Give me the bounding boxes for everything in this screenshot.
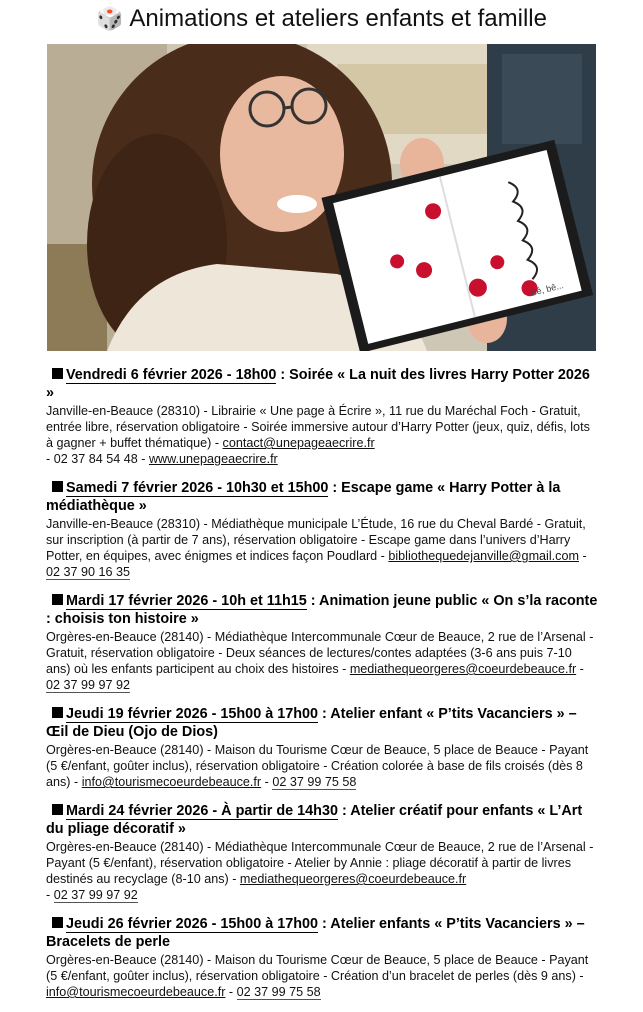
separator: - [261,775,273,789]
event-item [46,705,598,790]
event-phone: 02 37 84 54 48 [53,452,138,466]
square-bullet-icon [52,368,63,379]
event-phone: 02 37 99 97 92 [53,888,138,902]
event-title: : Atelier créatif pour enfants « L’Art du pliage décoratif » [46,803,583,837]
square-bullet-icon [52,707,63,718]
separator: - [576,662,584,676]
event-details: Orgères-en-Beauce (28140) - Maison du Tourisme Cœur de Beauce, 5 place de Beauce - Payant (5 €/enfant, goûter inclus), réservation obligatoire - Création colorée à base de fils croisés (dès 8 ans) - [46,743,589,789]
event-email-link[interactable]: info@tourismecoeurdebeauce.fr [46,985,226,999]
event-item [46,366,598,467]
page-title-text: Animations et ateliers enfants et famille [129,5,547,32]
separator: - [46,452,54,466]
event-details: Orgères-en-Beauce (28140) - Maison du Tourisme Cœur de Beauce, 5 place de Beauce - Payant (5 €/enfant, goûter inclus), réservation obligatoire - Création d’un bracelet de perles (dès 9 ans) - [46,953,589,983]
square-bullet-icon [52,594,63,605]
event-date: Mardi 17 février 2026 - 10h et 11h15 [66,593,307,609]
separator: - [46,888,54,902]
event-description [46,839,598,903]
event-list [46,366,598,1012]
separator: - [578,549,587,563]
event-description [46,742,598,790]
event-email-link[interactable]: mediathequeorgeres@coeurdebeauce.fr [349,662,577,676]
square-bullet-icon [52,917,63,928]
separator: - [137,452,149,466]
event-email-link[interactable]: contact@unepageaecrire.fr [222,436,375,450]
event-title: : Soirée « La nuit des livres Harry Potter 2026 » [46,367,590,401]
event-date: Vendredi 6 février 2026 - 18h00 [66,367,277,383]
event-heading [46,802,598,838]
event-details: Orgères-en-Beauce (28140) - Médiathèque Intercommunale Cœur de Beauce, 2 rue de l’Arsenal - Gratuit, réservation obligatoire - Deux séances de lectures/contes adaptées (3-6 ans puis 7-10 ans) où les enfants participent au choix des histoires - [46,630,594,676]
separator: - [225,985,237,999]
event-item [46,592,598,693]
event-details: Orgères-en-Beauce (28140) - Médiathèque Intercommunale Cœur de Beauce, 2 rue de l’Arsenal - Payant (5 €/enfant), réservation obligatoire - Atelier by Annie : pliage décoratif à partir de livres destinés au recyclage (8-10 ans) - [46,840,594,886]
event-description [46,516,598,580]
event-email-link[interactable]: mediathequeorgeres@coeurdebeauce.fr [239,872,467,886]
event-phone: 02 37 99 75 58 [236,985,321,999]
event-email-link[interactable]: info@tourismecoeurdebeauce.fr [81,775,262,789]
event-heading [46,705,598,741]
event-heading [46,915,598,951]
book-text: Bê, bê... [529,280,565,298]
event-details: Janville-en-Beauce (28310) - Médiathèque municipale L’Étude, 16 rue du Cheval Bardé - Gratuit, sur inscription (à partir de 7 ans), réservation obligatoire - Escape game dans l’univers d’Harry Potter, en équipes, avec énigmes et indices façon Poudlard - [46,517,586,563]
event-description [46,403,598,467]
event-date: Jeudi 26 février 2026 - 15h00 à 17h00 [66,916,318,932]
event-phone: 02 37 90 16 35 [46,565,131,579]
event-date: Jeudi 19 février 2026 - 15h00 à 17h00 [66,706,318,722]
event-heading [46,592,598,628]
square-bullet-icon [52,481,63,492]
event-description [46,629,598,693]
event-item [46,479,598,580]
event-heading [46,479,598,515]
event-title: : Escape game « Harry Potter à la médiathèque » [46,480,561,514]
event-item [46,802,598,903]
event-title: : Atelier enfants « P’tits Vacanciers » – Bracelets de perle [46,916,585,950]
event-email-link[interactable]: bibliothequedejanville@gmail.com [388,549,579,563]
square-bullet-icon [52,804,63,815]
event-heading [46,366,598,402]
event-item [46,915,598,1000]
dice-icon: 🎲 [96,6,124,31]
event-website-link[interactable]: www.unepageaecrire.fr [148,452,278,466]
hero-illustration [47,44,596,351]
event-description [46,952,598,1000]
event-date: Samedi 7 février 2026 - 10h30 et 15h00 [66,480,329,496]
event-date: Mardi 24 février 2026 - À partir de 14h30 [66,803,338,819]
event-title: : Atelier enfant « P’tits Vacanciers » – Œil de Dieu (Ojo de Dios) [46,706,577,740]
hero-photo [47,44,596,351]
page-title [0,4,643,34]
event-phone: 02 37 99 75 58 [272,775,357,789]
event-details: Janville-en-Beauce (28310) - Librairie « Une page à Écrire », 11 rue du Maréchal Foch - Gratuit, entrée libre, réservation obligatoire - Soirée immersive autour d’Harry Potter (jeux, quiz, défis, lots à gagner + buffet thématique) - [46,404,590,450]
event-phone: 02 37 99 97 92 [46,678,131,692]
event-title: : Animation jeune public « On s’la raconte : choisis ton histoire » [46,593,598,627]
